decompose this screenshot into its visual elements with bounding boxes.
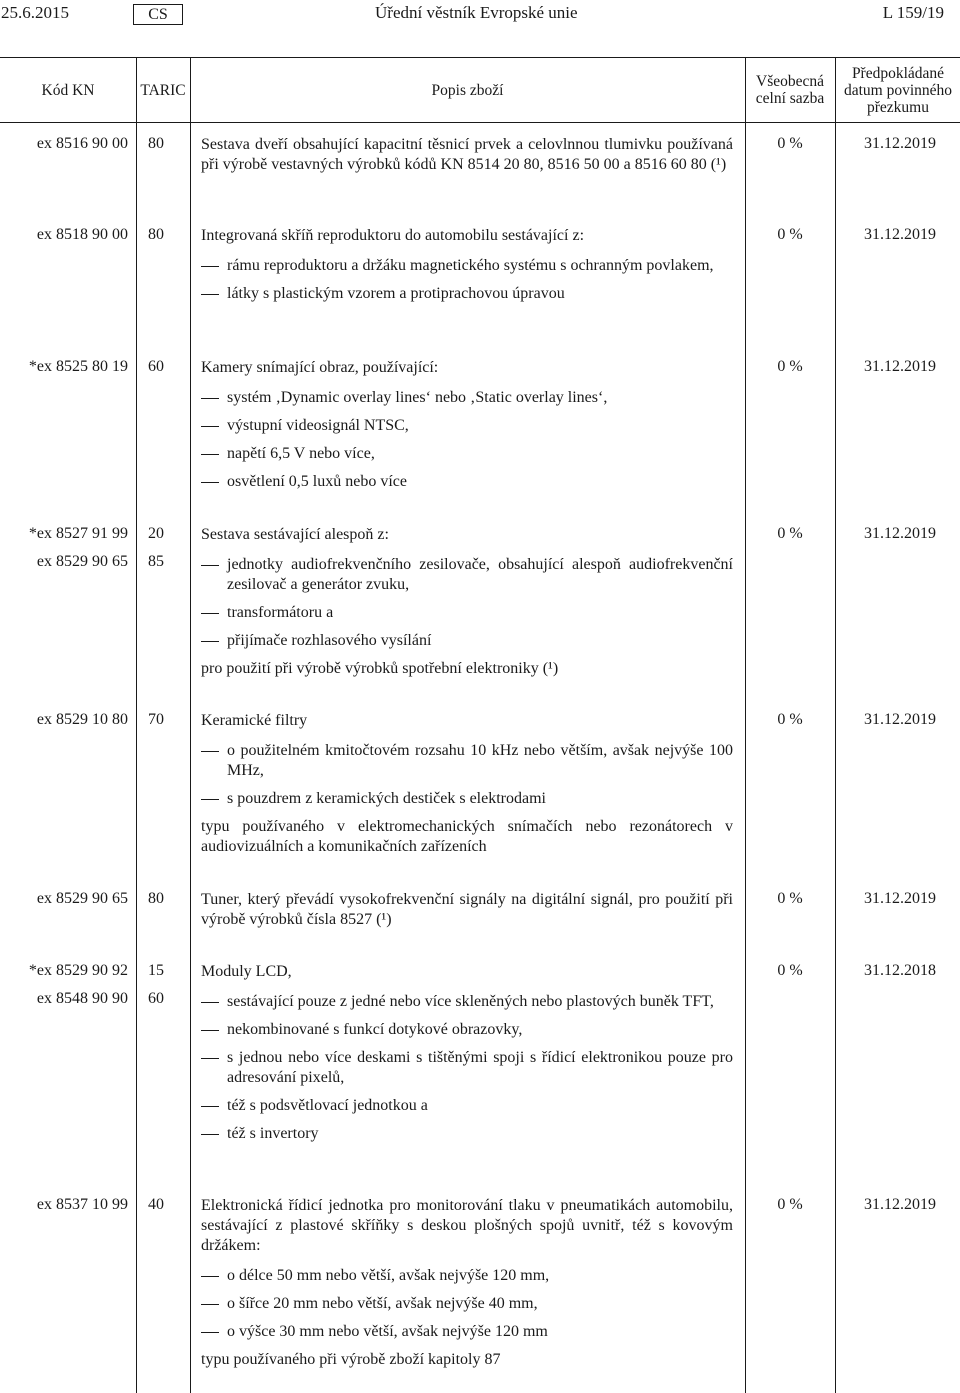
description-bullet: [201, 284, 733, 304]
dash-mark: [201, 1002, 219, 1003]
taric-cell: [148, 962, 182, 1018]
dash-mark: [201, 641, 219, 642]
dash-mark: [201, 565, 219, 566]
column-header-popis: Popis zboží: [431, 81, 504, 99]
kn-code: ex 8529 90 65: [36, 890, 128, 907]
description-bullet: [201, 1048, 733, 1088]
column-header-sazba: Všeobecná celní sazba: [755, 73, 825, 107]
description-cell: [201, 1196, 733, 1370]
dash-mark: [201, 482, 219, 483]
taric-cell: [148, 226, 182, 254]
taric-code: 80: [148, 226, 164, 243]
description-bullet: [201, 444, 733, 464]
kn-code-cell: [0, 890, 136, 918]
review-date: 31.12.2019: [864, 890, 936, 907]
dash-mark: [201, 1058, 219, 1059]
description-intro: Sestava dveří obsahující kapacitní těsnicí prvek a celovlnnou tlumivku používaná při výrobě vestavných výrobků kódů KN 8514 20 80, 8516 50 00 a 8516 60 80 (¹): [201, 136, 733, 173]
description-intro: Sestava sestávající alespoň z:: [201, 526, 389, 543]
column-header-kod-kn: Kód KN: [41, 81, 95, 99]
description-intro: Elektronická řídicí jednotka pro monitorování tlaku v pneumatikách automobilu, sestávající z plastové skříňky s deskou plošných spojů uvnitř, též s kovovým držákem:: [201, 1197, 733, 1254]
description-bullet: [201, 603, 733, 623]
description-intro: Keramické filtry: [201, 712, 308, 729]
bullet-text: o výšce 30 mm nebo větší, avšak nejvýše 120 mm: [227, 1323, 548, 1340]
dash-mark: [201, 266, 219, 267]
bullet-text: o délce 50 mm nebo větší, avšak nejvýše 120 mm,: [227, 1267, 550, 1284]
duty-rate: 0 %: [777, 962, 803, 979]
description-cell: [201, 711, 733, 857]
bullet-text: s pouzdrem z keramických destiček s elektrodami: [227, 790, 546, 807]
duty-rate: 0 %: [777, 525, 803, 542]
description-bullet: [201, 256, 733, 276]
description-bullet: [201, 741, 733, 781]
bullet-text: též s invertory: [227, 1125, 319, 1142]
description-intro: Moduly LCD,: [201, 963, 292, 980]
bullet-text: přijímače rozhlasového vysílání: [227, 632, 432, 649]
bullet-text: výstupní videosignál NTSC,: [227, 417, 409, 434]
dash-mark: [201, 1030, 219, 1031]
review-date: 31.12.2019: [864, 711, 936, 728]
dash-mark: [201, 1332, 219, 1333]
taric-cell: [148, 525, 182, 581]
taric-cell: [148, 711, 182, 739]
publication-date: 25.6.2015: [1, 3, 69, 22]
page-header: [0, 0, 960, 30]
column-header-datum: Předpokládané datum povinného přezkumu: [843, 64, 953, 116]
language-badge: CS: [133, 4, 183, 25]
column-header-taric: TARIC: [140, 81, 186, 99]
description-bullet: [201, 992, 733, 1012]
dash-mark: [201, 454, 219, 455]
journal-title: Úřední věstník Evropské unie: [375, 3, 578, 22]
duty-rate: 0 %: [777, 890, 803, 907]
kn-code: ex 8537 10 99: [36, 1196, 128, 1213]
review-date: 31.12.2019: [864, 358, 936, 375]
kn-code-cell: [0, 135, 136, 163]
dash-mark: [201, 1276, 219, 1277]
review-date: 31.12.2019: [864, 1196, 936, 1213]
kn-code-cell: [0, 962, 136, 1018]
description-cell: [201, 135, 733, 185]
bullet-text: o použitelném kmitočtovém rozsahu 10 kHz nebo větším, avšak nejvýše 100 MHz,: [227, 742, 733, 779]
tariff-table: [0, 57, 960, 123]
duty-rate: 0 %: [777, 135, 803, 152]
dash-mark: [201, 751, 219, 752]
description-bullet: [201, 1096, 733, 1116]
kn-code-cell: [0, 358, 136, 386]
taric-code: 20: [148, 525, 164, 542]
kn-code: ex 8516 90 00: [36, 135, 128, 152]
taric-cell: [148, 1196, 182, 1224]
description-bullet: [201, 789, 733, 809]
taric-code: 40: [148, 1196, 164, 1213]
description-bullet: [201, 1266, 733, 1286]
kn-code: ex 8529 90 65: [36, 553, 128, 570]
kn-code-cell: [0, 1196, 136, 1224]
description-outro: pro použití při výrobě výrobků spotřební elektroniky (¹): [201, 660, 559, 677]
kn-code: *ex 8527 91 99: [28, 525, 128, 542]
column-divider: [136, 57, 137, 1393]
bullet-text: látky s plastickým vzorem a protiprachovou úpravou: [227, 285, 565, 302]
bullet-text: nekombinované s funkcí dotykové obrazovky,: [227, 1021, 523, 1038]
dash-mark: [201, 1304, 219, 1305]
dash-mark: [201, 426, 219, 427]
dash-mark: [201, 1134, 219, 1135]
taric-code: 60: [148, 358, 164, 375]
kn-code: ex 8548 90 90: [36, 990, 128, 1007]
description-bullet: [201, 472, 733, 492]
review-date: 31.12.2019: [864, 226, 936, 243]
description-bullet: [201, 631, 733, 651]
bullet-text: napětí 6,5 V nebo více,: [227, 445, 375, 462]
bullet-text: o šířce 20 mm nebo větší, avšak nejvýše 40 mm,: [227, 1295, 538, 1312]
kn-code: ex 8518 90 00: [36, 226, 128, 243]
description-cell: [201, 358, 733, 500]
kn-code: *ex 8525 80 19: [28, 358, 128, 375]
description-cell: [201, 962, 733, 1152]
table-header: [0, 57, 960, 123]
kn-code-cell: [0, 226, 136, 254]
description-intro: Tuner, který převádí vysokofrekvenční signály na digitální signál, pro použití při výrobě výrobků čísla 8527 (¹): [201, 891, 733, 928]
taric-cell: [148, 135, 182, 163]
description-intro: Kamery snímající obraz, používající:: [201, 359, 439, 376]
review-date: 31.12.2018: [864, 962, 936, 979]
description-cell: [201, 226, 733, 312]
bullet-text: též s podsvětlovací jednotkou a: [227, 1097, 428, 1114]
column-divider: [190, 57, 191, 1393]
dash-mark: [201, 799, 219, 800]
duty-rate: 0 %: [777, 1196, 803, 1213]
bullet-text: rámu reproduktoru a držáku magnetického systému s ochranným povlakem,: [227, 257, 714, 274]
taric-cell: [148, 890, 182, 918]
page-reference: L 159/19: [882, 3, 944, 22]
description-outro: typu používaného v elektromechanických snímačích nebo rezonátorech v audiovizuálních a komunikačních zařízeních: [201, 818, 733, 855]
description-cell: [201, 890, 733, 940]
kn-code-cell: [0, 525, 136, 581]
dash-mark: [201, 613, 219, 614]
column-divider: [745, 57, 746, 1393]
description-bullet: [201, 388, 733, 408]
bullet-text: s jednou nebo více deskami s tištěnými spoji s řídicí elektronikou pouze pro adresování pixelů,: [227, 1049, 733, 1086]
bullet-text: transformátoru a: [227, 604, 334, 621]
description-bullet: [201, 1124, 733, 1144]
column-divider: [835, 57, 836, 1393]
kn-code: *ex 8529 90 92: [28, 962, 128, 979]
review-date: 31.12.2019: [864, 525, 936, 542]
duty-rate: 0 %: [777, 358, 803, 375]
description-bullet: [201, 1322, 733, 1342]
bullet-text: jednotky audiofrekvenčního zesilovače, obsahující alespoň audiofrekvenční zesilovač a generátor zvuku,: [227, 556, 733, 593]
duty-rate: 0 %: [777, 711, 803, 728]
review-date: 31.12.2019: [864, 135, 936, 152]
taric-cell: [148, 358, 182, 386]
bullet-text: osvětlení 0,5 luxů nebo více: [227, 473, 407, 490]
taric-code: 60: [148, 990, 164, 1007]
kn-code: ex 8529 10 80: [36, 711, 128, 728]
kn-code-cell: [0, 711, 136, 739]
description-outro: typu používaného při výrobě zboží kapitoly 87: [201, 1351, 501, 1368]
dash-mark: [201, 1106, 219, 1107]
bullet-text: systém ‚Dynamic overlay lines‘ nebo ‚Static overlay lines‘,: [227, 389, 608, 406]
description-intro: Integrovaná skříň reproduktoru do automobilu sestávající z:: [201, 227, 585, 244]
description-bullet: [201, 555, 733, 595]
description-cell: [201, 525, 733, 679]
duty-rate: 0 %: [777, 226, 803, 243]
dash-mark: [201, 294, 219, 295]
description-bullet: [201, 1294, 733, 1314]
taric-code: 80: [148, 135, 164, 152]
taric-code: 70: [148, 711, 164, 728]
taric-code: 80: [148, 890, 164, 907]
bullet-text: sestávající pouze z jedné nebo více skleněných nebo plastových buněk TFT,: [227, 993, 714, 1010]
taric-code: 85: [148, 553, 164, 570]
dash-mark: [201, 398, 219, 399]
description-bullet: [201, 416, 733, 436]
description-bullet: [201, 1020, 733, 1040]
taric-code: 15: [148, 962, 164, 979]
